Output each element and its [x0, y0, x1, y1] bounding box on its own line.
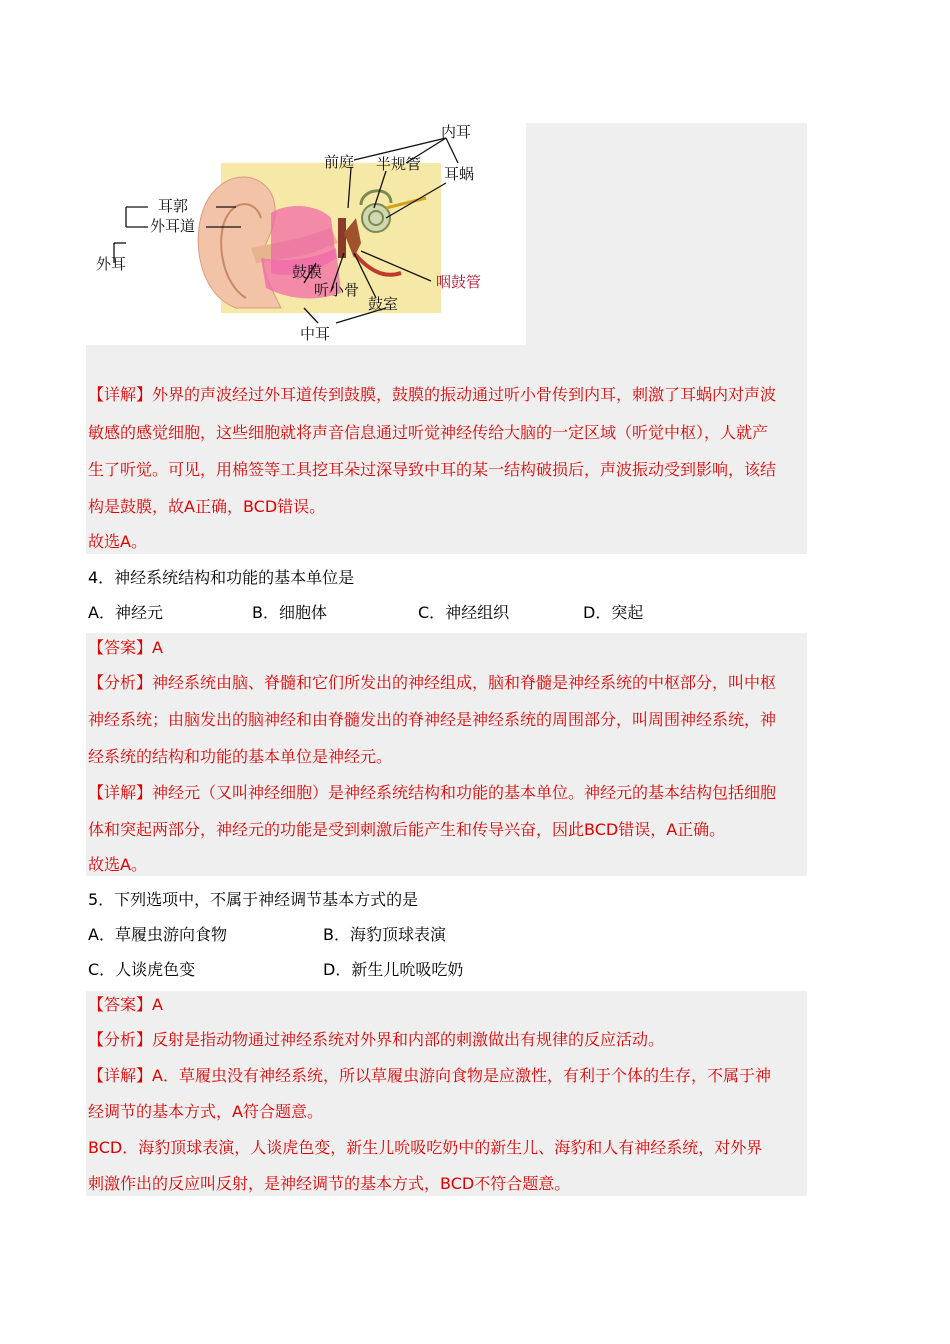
q4-detail-line-2: 体和突起两部分，神经元的功能是受到刺激后能产生和传导兴奋，因此BCD错误，A正确。: [88, 820, 726, 839]
q5-stem: 5．下列选项中，不属于神经调节基本方式的是: [88, 890, 419, 909]
q4-detail-tag: 【详解】: [88, 783, 153, 802]
q5-answer-tag: 【答案】: [88, 995, 153, 1014]
q4-conclusion: 故选A。: [88, 855, 147, 874]
q4-analysis-line-2: 神经系统；由脑发出的脑神经和由脊髓发出的脊神经是神经系统的周围部分，叫周围神经系统，神: [88, 710, 777, 729]
q5-explanation-box: [86, 991, 807, 1196]
label-eustachian-tube: 咽鼓管: [436, 273, 482, 291]
q5-option-b: B．海豹顶球表演: [323, 925, 446, 944]
label-semicircular-canals: 半规管: [376, 155, 422, 173]
q4-analysis-line-3: 经系统的结构和功能的基本单位是神经元。: [88, 747, 393, 766]
q5-detail-line-1: 【详解】A．草履虫没有神经系统，所以草履虫游向食物是应激性，有利于个体的生存，不属于神: [88, 1066, 771, 1085]
label-ossicles: 听小骨: [314, 281, 360, 299]
q3-detail-line-2: 敏感的感觉细胞，这些细胞就将声音信息通过听觉神经传给大脑的一定区域（听觉中枢），人就产: [88, 423, 769, 442]
q3-detail-tag: 【详解】: [88, 385, 153, 404]
label-auricle: 耳郭: [158, 197, 189, 215]
q4-answer: [88, 638, 163, 658]
q3-detail-line-1: 【详解】外界的声波经过外耳道传到鼓膜，鼓膜的振动通过听小骨传到内耳，刺激了耳蜗内对声波: [88, 385, 777, 404]
q5-analysis-tag: 【分析】: [88, 1030, 153, 1049]
label-tympanic-cavity: 鼓室: [368, 295, 399, 313]
label-middle-ear: 中耳: [300, 325, 331, 343]
q4-detail-line-1: 【详解】神经元（又叫神经细胞）是神经系统结构和功能的基本单位。神经元的基本结构包括细胞: [88, 783, 777, 802]
q4-option-c: C．神经组织: [418, 603, 510, 622]
ear-anatomy-figure: [86, 123, 526, 345]
q5-option-a: A．草履虫游向食物: [88, 925, 227, 944]
q5-answer-value: A: [152, 995, 163, 1014]
q4-option-b: B．细胞体: [252, 603, 327, 622]
label-outer-ear: 外耳: [96, 255, 127, 273]
q5-option-d: D．新生儿吮吸吃奶: [323, 960, 464, 979]
q3-conclusion: 故选A。: [88, 532, 147, 551]
label-vestibule: 前庭: [324, 153, 355, 171]
q4-answer-value: A: [152, 638, 163, 657]
q4-option-d: D．突起: [583, 603, 644, 622]
q5-answer: [88, 995, 163, 1015]
q4-option-a: A．神经元: [88, 603, 163, 622]
q3-detail-line-3: 生了听觉。可见，用棉签等工具挖耳朵过深导致中耳的某一结构破损后，声波振动受到影响，该结: [88, 460, 777, 479]
q3-detail-line-4: 构是鼓膜，故A正确，BCD错误。: [88, 497, 326, 516]
q5-option-c: C．人谈虎色变: [88, 960, 196, 979]
q5-detail-tag: 【详解】: [88, 1066, 153, 1085]
label-eardrum: 鼓膜: [292, 263, 323, 281]
q5-detail-line-4: 刺激作出的反应叫反射，是神经调节的基本方式，BCD不符合题意。: [88, 1174, 571, 1193]
q4-analysis-line-1: 【分析】神经系统由脑、脊髓和它们所发出的神经组成，脑和脊髓是神经系统的中枢部分，叫中枢: [88, 673, 777, 692]
q4-analysis-tag: 【分析】: [88, 673, 153, 692]
label-inner-ear: 内耳: [441, 123, 472, 141]
label-ear-canal: 外耳道: [150, 217, 196, 235]
q5-detail-line-2: 经调节的基本方式，A符合题意。: [88, 1102, 323, 1121]
q5-detail-line-3: BCD．海豹顶球表演，人谈虎色变，新生儿吮吸吃奶中的新生儿、海豹和人有神经系统，对外界: [88, 1138, 763, 1157]
q4-answer-tag: 【答案】: [88, 638, 153, 657]
label-cochlea: 耳蜗: [444, 165, 475, 183]
q4-stem: 4．神经系统结构和功能的基本单位是: [88, 568, 355, 587]
q5-analysis: 【分析】反射是指动物通过神经系统对外界和内部的刺激做出有规律的反应活动。: [88, 1030, 665, 1049]
